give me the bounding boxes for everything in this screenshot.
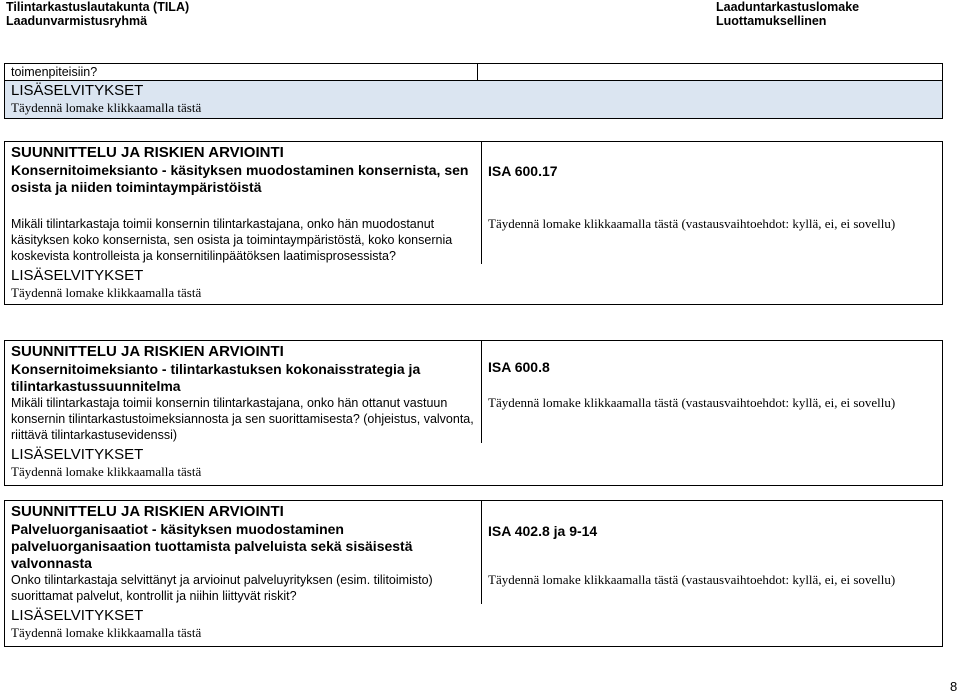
section-subtitle: Konsernitoimeksianto - käsityksen muodostaminen konsernista, sen osista ja niiden toimintaympäristöistä <box>11 162 469 195</box>
section-title: SUUNNITTELU JA RISKIEN ARVIOINTI <box>11 343 284 360</box>
fill-form-link[interactable]: Täydennä lomake klikkaamalla tästä <box>11 464 202 479</box>
section-title: SUUNNITTELU JA RISKIEN ARVIOINTI <box>11 144 284 161</box>
top-block <box>4 63 943 119</box>
question-text: Mikäli tilintarkastaja toimii konsernin tilintarkastajana, onko hän ottanut vastuun konsernin tilintarkastustoimeksiannosta ja sen suorittamisesta? (ohjeistus, valvonta, riittävä tilintarkastusevidenssi) <box>11 396 474 442</box>
fill-form-link[interactable]: Täydennä lomake klikkaamalla tästä <box>11 285 202 300</box>
section-subtitle: Palveluorganisaatiot - käsityksen muodostaminen palveluorganisaation tuottamista palveluista sekä sisäisestä valvonnasta <box>11 521 413 571</box>
isa-reference: ISA 402.8 ja 9-14 <box>488 523 598 539</box>
answer-fill-link[interactable]: Täydennä lomake klikkaamalla tästä (vastausvaihtoehdot: kyllä, ei, ei sovellu) <box>488 572 896 587</box>
page-number: 8 <box>950 679 958 694</box>
fill-form-link[interactable]: Täydennä lomake klikkaamalla tästä <box>11 625 202 640</box>
lisaselvitykset-label: LISÄSELVITYKSET <box>11 446 144 463</box>
section-subtitle: Konsernitoimeksianto - tilintarkastuksen kokonaisstrategia ja tilintarkastussuunnitelma <box>11 361 421 394</box>
header-organization: Tilintarkastuslautakunta (TILA) <box>6 0 190 14</box>
isa-reference: ISA 600.8 <box>488 359 550 375</box>
lisaselvitykset-label: LISÄSELVITYKSET <box>11 607 144 624</box>
header-group: Laadunvarmistusryhmä <box>6 14 148 28</box>
answer-fill-link[interactable]: Täydennä lomake klikkaamalla tästä (vastausvaihtoehdot: kyllä, ei, ei sovellu) <box>488 216 896 231</box>
isa-reference: ISA 600.17 <box>488 163 558 179</box>
header-left <box>6 0 189 28</box>
block-service-organizations <box>4 500 943 647</box>
lisaselvitykset-label: LISÄSELVITYKSET <box>11 267 144 284</box>
question-tail: toimenpiteisiin? <box>11 65 98 79</box>
block-group-audit-understanding <box>4 141 943 305</box>
section-title: SUUNNITTELU JA RISKIEN ARVIOINTI <box>11 503 284 520</box>
fill-form-link[interactable]: Täydennä lomake klikkaamalla tästä <box>11 100 202 115</box>
block-group-audit-strategy <box>4 340 943 486</box>
header-right <box>716 0 859 28</box>
lisaselvitykset-label: LISÄSELVITYKSET <box>11 82 144 99</box>
answer-fill-link[interactable]: Täydennä lomake klikkaamalla tästä (vastausvaihtoehdot: kyllä, ei, ei sovellu) <box>488 395 896 410</box>
header-confidentiality: Luottamuksellinen <box>716 14 827 28</box>
question-text: Mikäli tilintarkastaja toimii konsernin tilintarkastajana, onko hän muodostanut käsityksen koko konsernista, sen osista ja toimintaympäristöstä, koko konsernia koskevista kontrolleista ja konsernitilinpäätöksen laatimisprosessista? <box>11 217 453 263</box>
question-text: Onko tilintarkastaja selvittänyt ja arvioinut palveluyrityksen (esim. tilitoimisto) suorittamat palvelut, kontrollit ja niihin liittyvät riskit? <box>11 573 433 603</box>
header-form-title: Laaduntarkastuslomake <box>716 0 860 14</box>
